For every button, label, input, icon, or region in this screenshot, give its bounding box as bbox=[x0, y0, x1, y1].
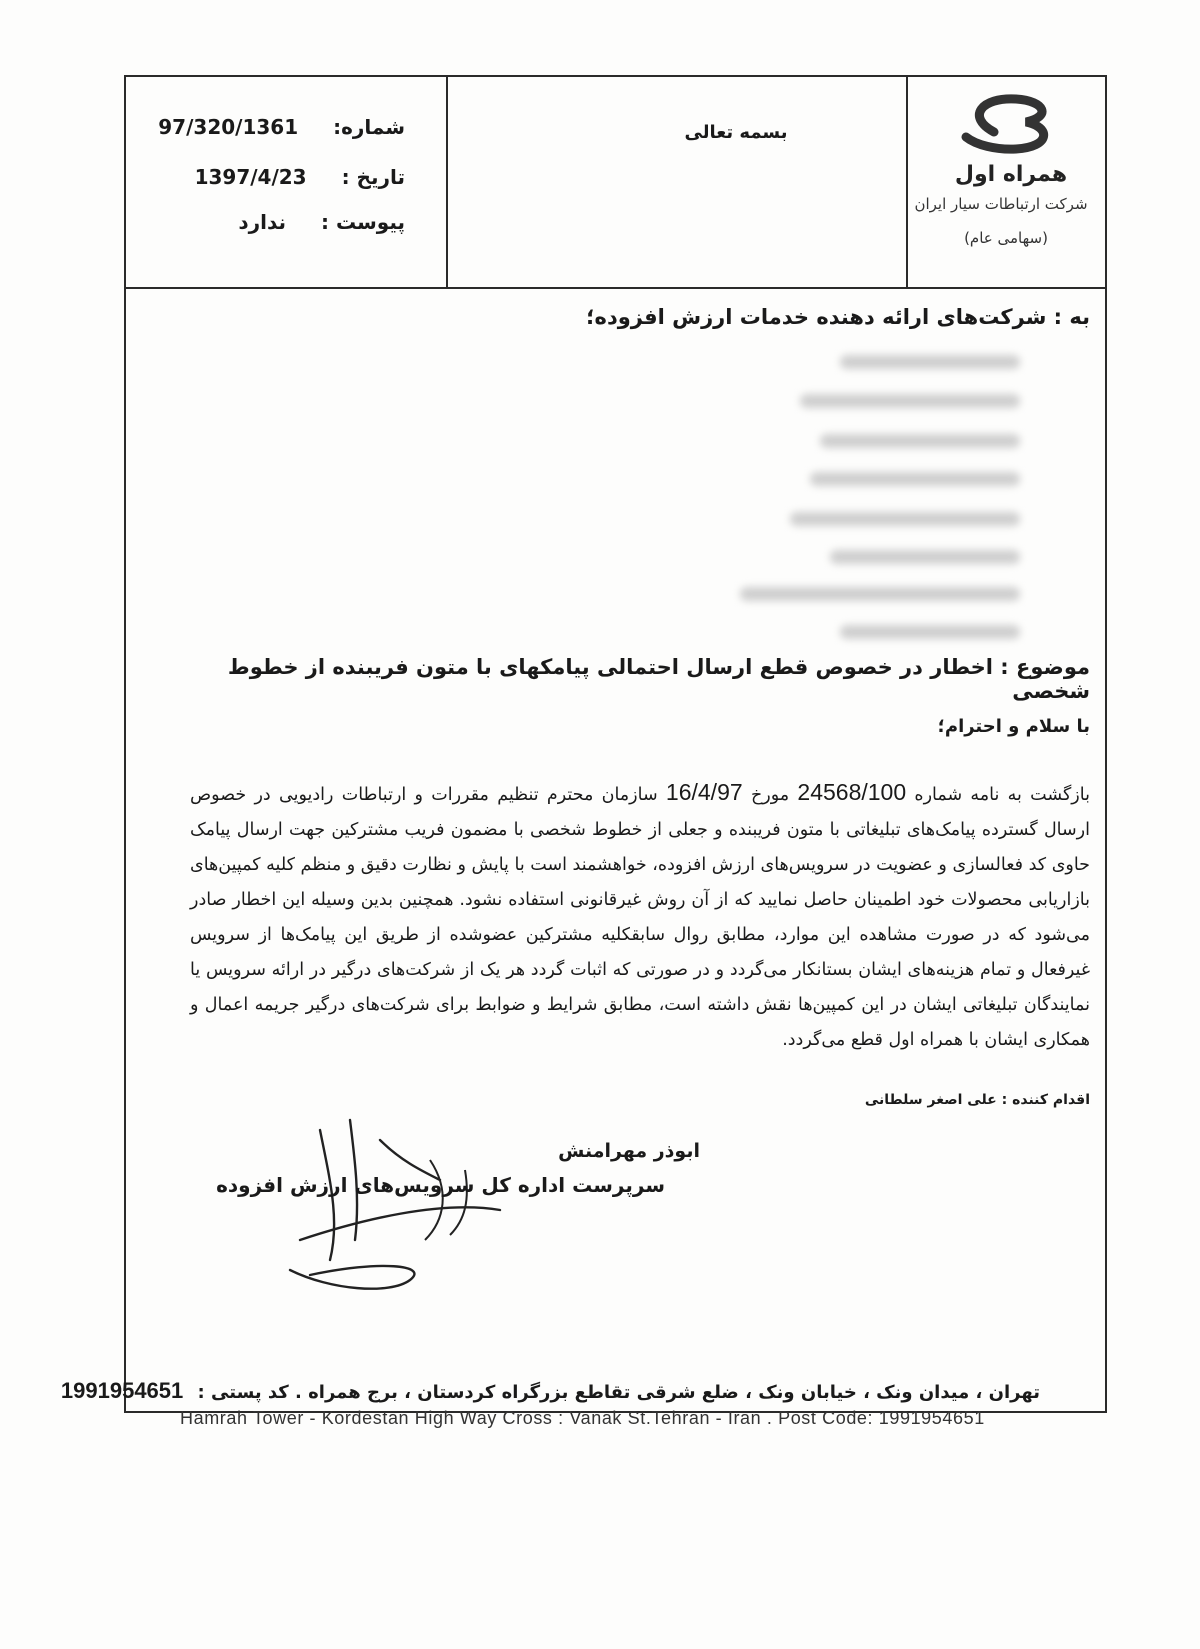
redacted-line bbox=[740, 587, 1020, 601]
body-intro: بازگشت به نامه شماره bbox=[914, 785, 1090, 805]
company-logo-block bbox=[906, 77, 1106, 287]
letter-body bbox=[190, 775, 1090, 1058]
subject-line: موضوع : اخطار در خصوص قطع ارسال احتمالی پیامکهای با متون فریبنده از خطوط شخصی bbox=[227, 655, 1090, 703]
attachment-value: ندارد bbox=[238, 210, 287, 234]
redacted-line bbox=[790, 512, 1020, 526]
header-divider-left bbox=[446, 77, 448, 287]
hamrah-aval-logo bbox=[906, 77, 1106, 192]
actor-line: اقدام کننده : علی اصغر سلطانی bbox=[864, 1092, 1090, 1108]
footer-address-fa bbox=[61, 1378, 1040, 1404]
redacted-line bbox=[800, 394, 1020, 408]
postal-code: 1991954651 bbox=[60, 1378, 184, 1403]
redacted-line bbox=[840, 355, 1020, 369]
reference-number: 24568/100 bbox=[797, 779, 907, 805]
reference-date: 16/4/97 bbox=[665, 779, 743, 805]
company-type: (سهامی عام) bbox=[964, 229, 1048, 247]
greeting: با سلام و احترام؛ bbox=[937, 716, 1090, 737]
letter-date bbox=[195, 165, 405, 189]
body-text: سازمان محترم تنظیم مقررات و ارتباطات رادیویی در خصوص ارسال گسترده پیامک‌های تبلیغاتی با متون فریبنده و جعلی از خطوط شخصی با مضمون فریب مشترکین جهت ارسال پیامک حاوی کد فعالسازی و عضویت در سرویس‌های ارزش افزوده، خواهشمند است با پایش و نظارت دقیق و منظم کلیه کمپین‌های بازاریابی محصولات خود اطمینان حاصل نمایید که از آن روش غیرقانونی استفاده نشود. همچنین بدین وسیله این اخطار صادر می‌شود که در صورت مشاهده این موارد، مطابق روال سابقکلیه مشترکین عضوشده از طریق این پیامک‌ها از سرویس غیرفعال و تمام هزینه‌های ایشان بستانکار می‌گردد و در صورتی که اثبات گردد هر یک از شرکت‌های درگیر در ارائه سرویس یا نمایندگان تبلیغاتی ایشان در این کمپین‌ها نقش داشته است، مطابق شرایط و ضوابط برای شرکت‌های درگیر جریمه اعمال و همکاری ایشان با همراه اول قطع می‌گردد. bbox=[190, 785, 1090, 1050]
recipient-line: به : شرکت‌های ارائه دهنده خدمات ارزش افزوده؛ bbox=[586, 305, 1090, 329]
company-name: شرکت ارتباطات سیار ایران bbox=[914, 195, 1088, 213]
date-value: 1397/4/23 bbox=[194, 165, 307, 189]
redacted-line bbox=[820, 434, 1020, 448]
redacted-line bbox=[840, 625, 1020, 639]
footer-address-en: Hamrah Tower - Kordestan High Way Cross : Vanak St.Tehran - Iran . Post Code: 1991954651 bbox=[180, 1408, 985, 1428]
signatory-name: ابوذر مهرامنش bbox=[558, 1140, 700, 1162]
number-value: 97/320/1361 bbox=[158, 115, 299, 139]
redacted-line bbox=[810, 472, 1020, 486]
number-label: شماره: bbox=[333, 115, 405, 139]
signatory-title: سرپرست اداره کل سرویس‌های ارزش افزوده bbox=[216, 1173, 665, 1197]
redacted-line bbox=[830, 550, 1020, 564]
letter-attachment bbox=[238, 210, 405, 234]
body-dated: مورخ bbox=[750, 785, 790, 805]
letter-number bbox=[158, 115, 405, 139]
handwritten-signature bbox=[180, 1100, 600, 1300]
address-fa: تهران ، میدان ونک ، خیابان ونک ، ضلع شرقی تقاطع بزرگراه کردستان ، برج همراه . کد پستی : bbox=[197, 1382, 1040, 1403]
date-label: تاریخ : bbox=[341, 165, 405, 189]
attachment-label: پیوست : bbox=[320, 210, 405, 234]
basmala: بسمه تعالی bbox=[684, 122, 788, 143]
logo-text: همراه اول bbox=[954, 162, 1068, 187]
